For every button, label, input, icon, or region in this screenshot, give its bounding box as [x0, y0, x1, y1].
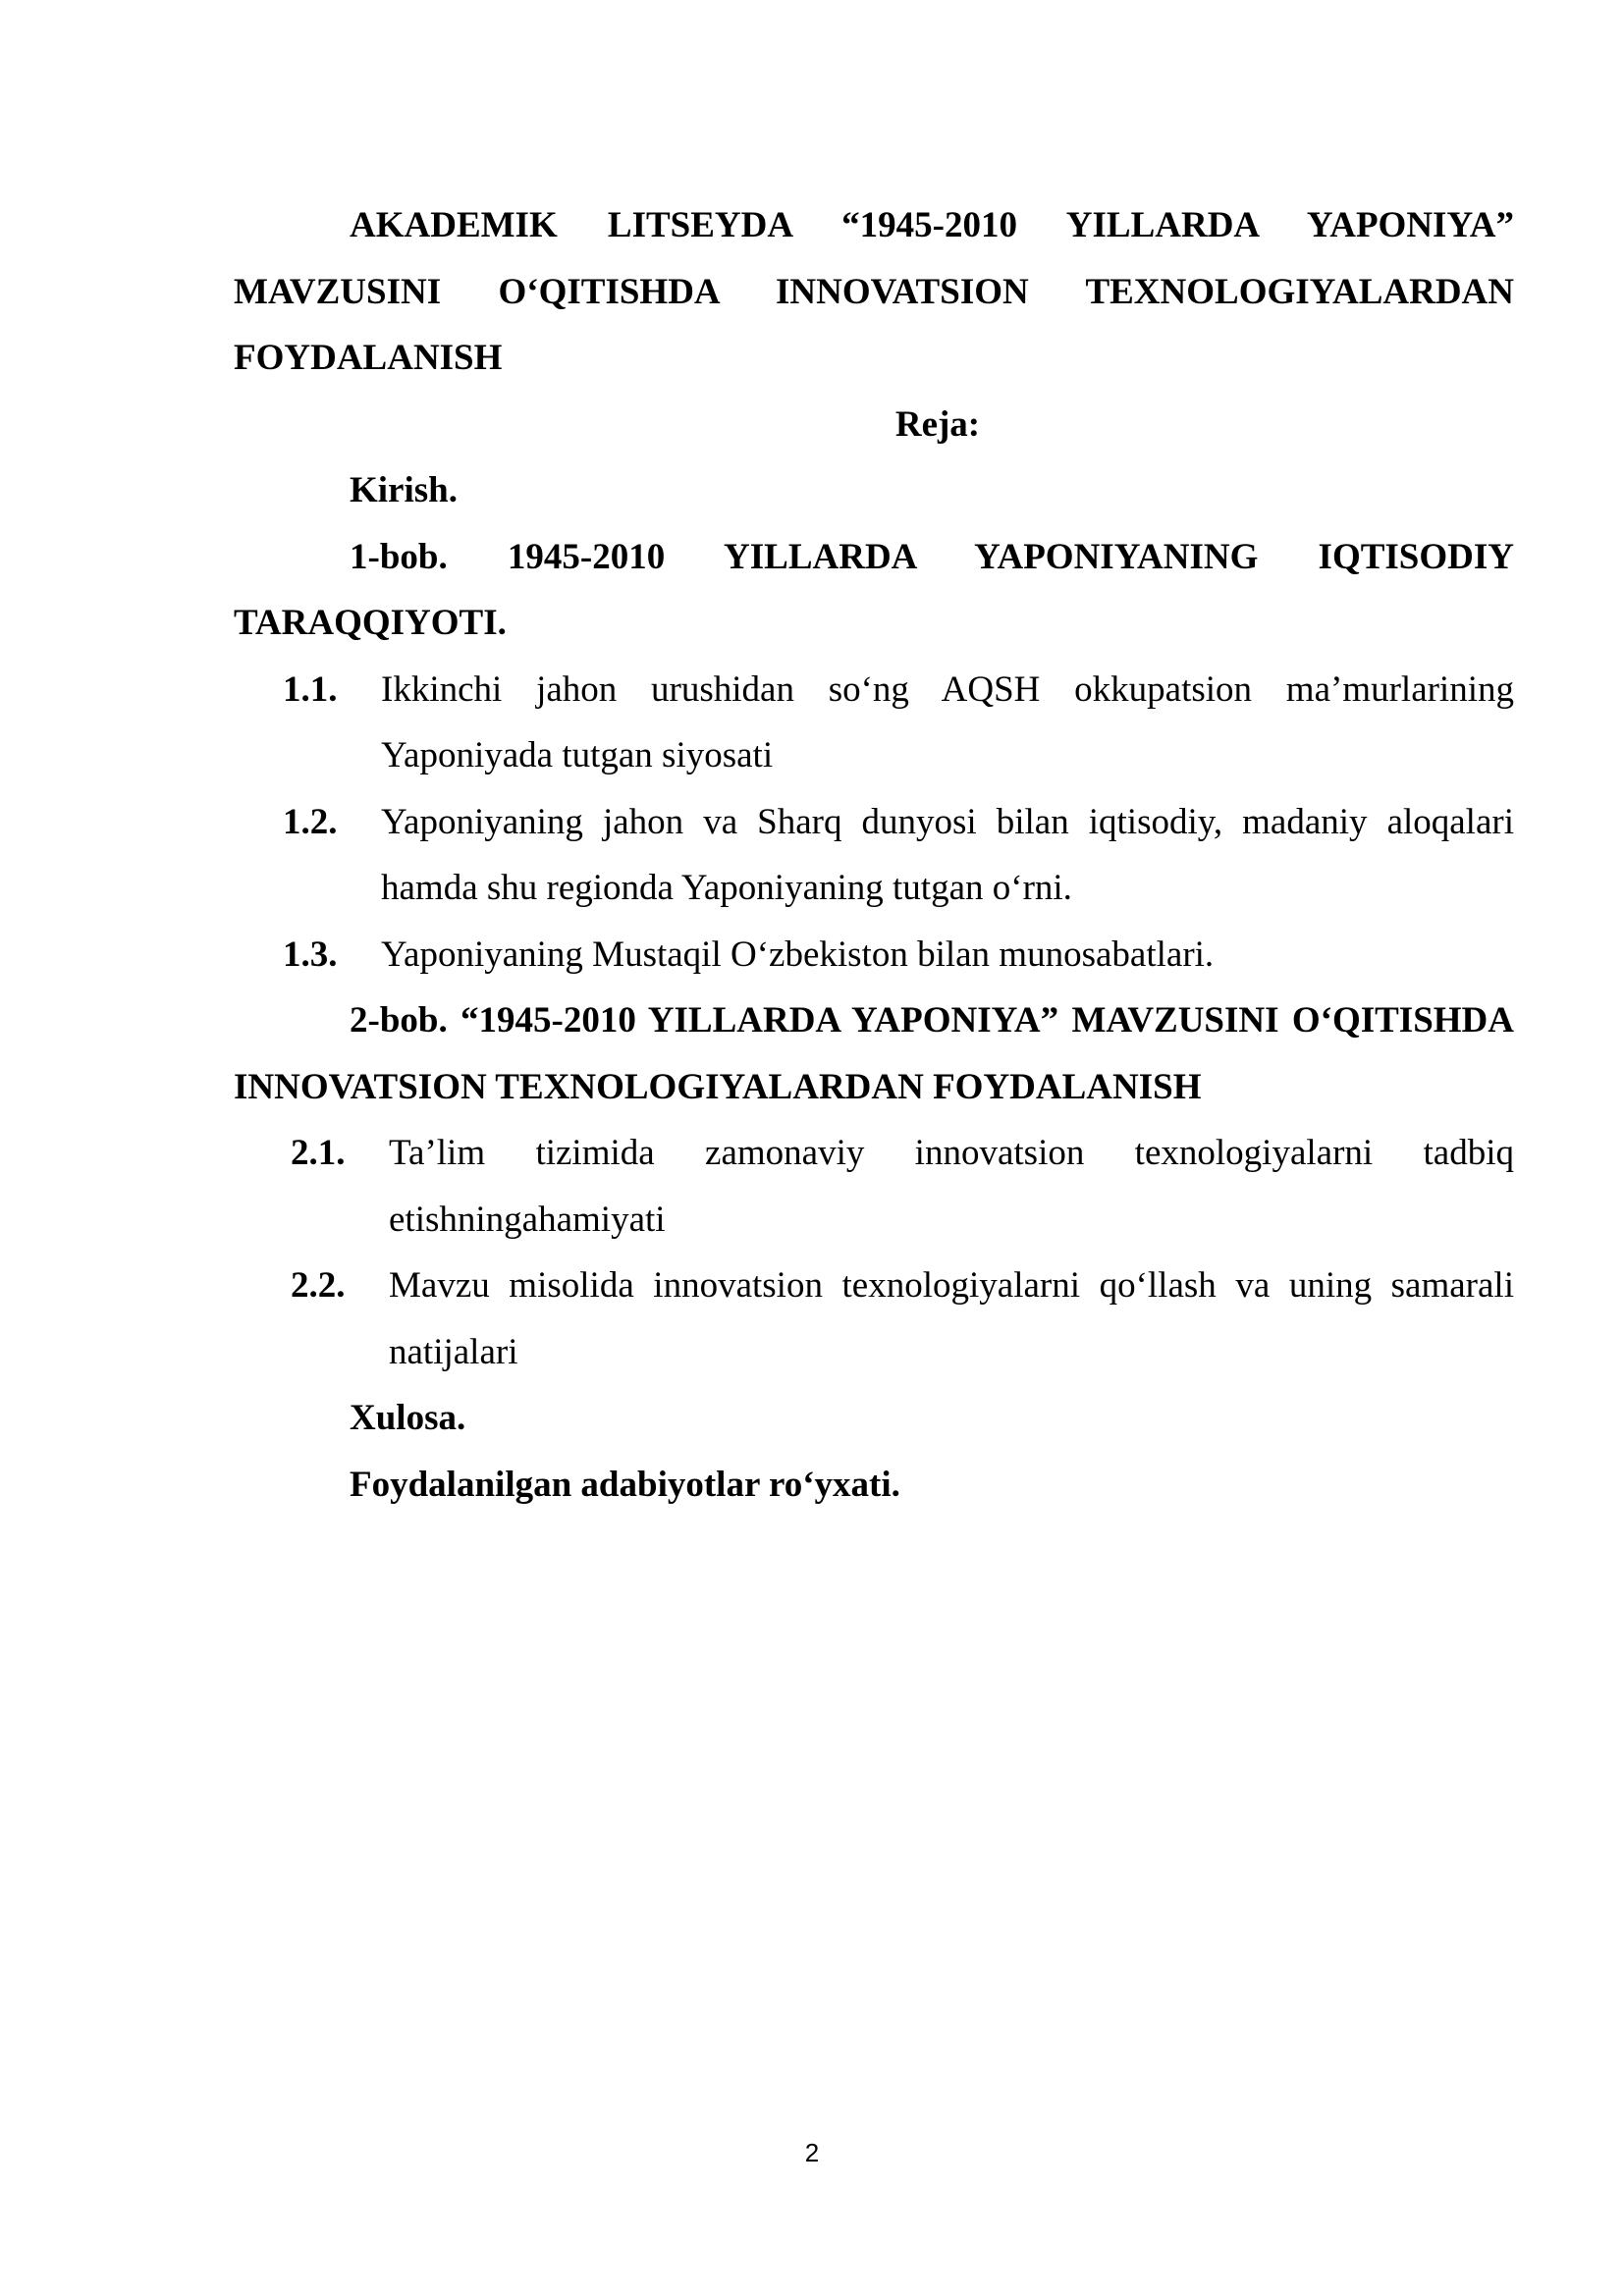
- intro-heading: Kirish.: [350, 470, 458, 510]
- list-item: [234, 657, 1514, 789]
- list-item: [234, 1253, 1514, 1385]
- plan-heading: Reja:: [894, 403, 981, 445]
- list-item: [234, 922, 1514, 988]
- conclusion-heading: Xulosa.: [350, 1398, 466, 1438]
- item-text: Yaponiyaning Mustaqil O‘zbekiston bilan munosabatlari.: [381, 934, 1215, 975]
- item-number: 2.2.: [291, 1265, 346, 1306]
- list-item: [234, 789, 1514, 922]
- item-text: Ikkinchi jahon urushidan so‘ng AQSH okkupatsion ma’murlarining Yaponiyada tutgan siyosati: [381, 668, 1514, 775]
- list-item: [234, 1120, 1514, 1253]
- item-number: 2.1.: [291, 1133, 346, 1173]
- chapter-2-heading: 2-bob. “1945-2010 YILLARDA YAPONIYA” MAVZUSINI O‘QITISHDA INNOVATSION TEXNOLOGIYALARDAN FOYDALANISH: [234, 1000, 1514, 1107]
- page-number: 2: [804, 2138, 820, 2167]
- item-text: Ta’lim tizimida zamonaviy innovatsion texnologiyalarni tadbiq etishningahamiyati: [389, 1133, 1514, 1240]
- item-text: Mavzu misolida innovatsion texnologiyalarni qo‘llash va uning samarali natijalari: [389, 1265, 1514, 1372]
- item-text: Yaponiyaning jahon va Sharq dunyosi bilan iqtisodiy, madaniy aloqalari hamda shu regionda Yaponiyaning tutgan o‘rni.: [381, 801, 1514, 908]
- chapter-1-heading: 1-bob. 1945-2010 YILLARDA YAPONIYANING IQTISODIY TARAQQIYOTI.: [234, 536, 1514, 643]
- item-number: 1.2.: [283, 801, 338, 842]
- document-body: [234, 192, 1514, 1518]
- item-number: 1.3.: [283, 934, 338, 975]
- references-heading: Foydalanilgan adabiyotlar ro‘yxati.: [350, 1464, 900, 1505]
- item-number: 1.1.: [283, 668, 338, 710]
- document-title: AKADEMIK LITSEYDA “1945-2010 YILLARDA YAPONIYA” MAVZUSINI O‘QITISHDA INNOVATSION TEXNOLOGIYALARDAN FOYDALANISH: [234, 205, 1514, 378]
